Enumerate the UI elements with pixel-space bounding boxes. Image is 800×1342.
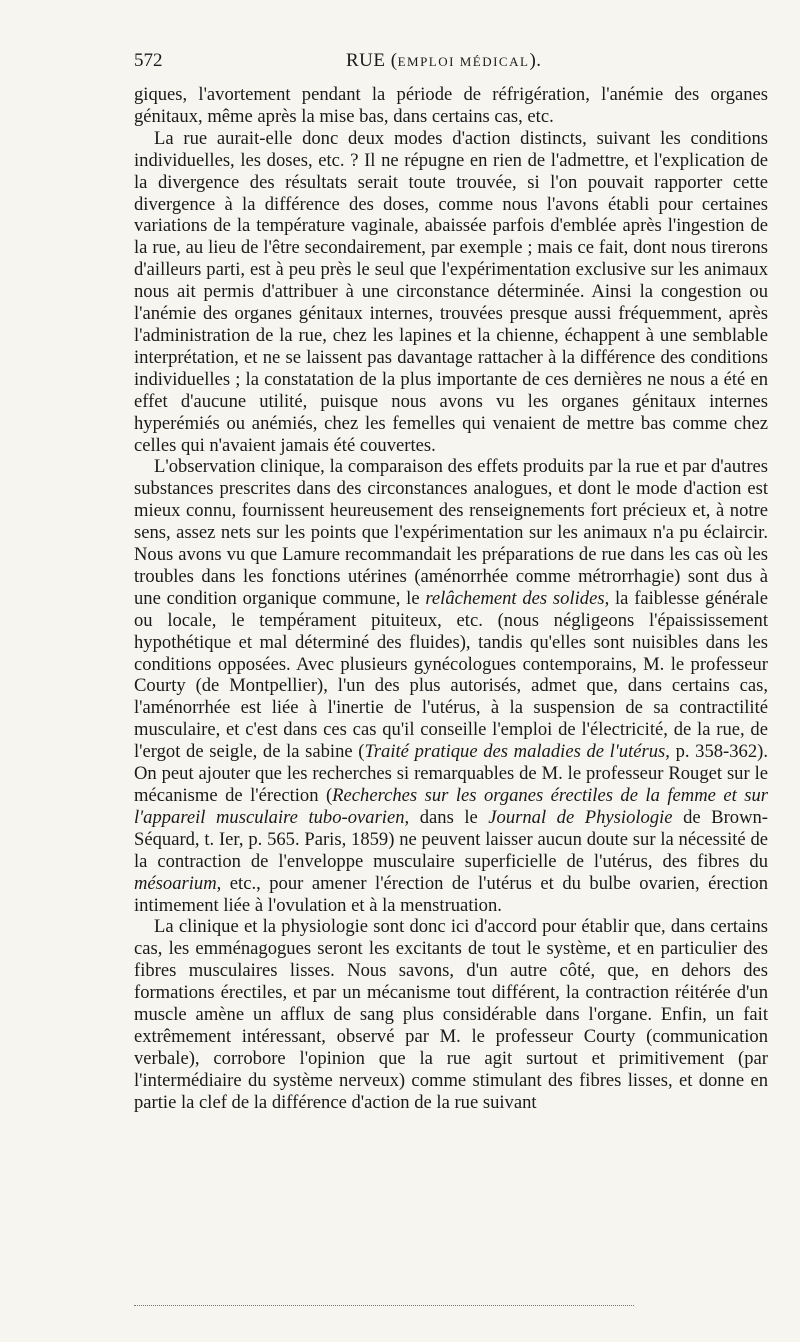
text-run: de Brown-Séquard, t. Ier, p. 565. Paris, 1859) ne peuvent laisser aucun doute sur la nécessité de la contraction de l'enveloppe musculaire superficielle de l'utérus, des fibres du: [134, 806, 768, 872]
running-head-small-caps: EMPLOI MÉDICAL: [397, 54, 530, 69]
paragraph: [134, 456, 768, 916]
italic-term: relâchement des solides: [425, 587, 605, 609]
footer-dotted-rule: [134, 1305, 634, 1306]
paragraph: La clinique et la physiologie sont donc ici d'accord pour établir que, dans certains cas, les emménagogues seront les excitants de tout le système, et en particulier des fibres musculaires lisses. Nous savons, d'un autre côté, que, en dehors des formations érectiles, et par un mécanisme tout différent, la contraction réitérée d'un muscle amène un afflux de sang plus considérable dans l'organe. Enfin, un fait extrêmement intéressant, observé par M. le professeur Courty (communication verbale), corrobore l'opinion que la rue agit surtout et primitivement (par l'intermédiaire du système nerveux) comme stimulant des fibres lisses, et donne en partie la clef de la différence d'action de la rue suivant: [134, 916, 768, 1113]
text-run: , p. 358-362). On peut ajouter que les recherches si remarquables de M. le professeur Rouget sur le mécanisme de l'érection (: [134, 741, 768, 806]
text-run: , dans le: [404, 806, 489, 828]
body-text: [134, 84, 768, 1114]
text-run: L'observation clinique, la comparaison des effets produits par la rue et par d'autres substances prescrites dans des circonstances analogues, et dont le mode d'action est mieux connu, fournissent heureusement des renseignements fort précieux et, à notre sens, assez nets sur les points que l'expérimentation sur les animaux n'a pu éclaircir. Nous avons vu que Lamure recommandait les préparations de rue dans les cas où les troubles dans les fonctions utérines (aménorrhée comme métrorrhagie) sont dus à une condition organique commune, le: [134, 456, 768, 609]
running-head-main: RUE (: [346, 50, 398, 71]
running-head: [346, 50, 542, 72]
italic-term: mésoarium: [134, 872, 217, 894]
italic-citation: Recherches sur les organes érectiles de la femme et sur l'appareil musculaire tubo-ovarien: [134, 785, 769, 828]
book-page: [134, 44, 768, 1114]
running-head-end: ).: [529, 50, 542, 71]
italic-citation: Traité pratique des maladies de l'utérus: [364, 741, 666, 763]
paragraph: La rue aurait-elle donc deux modes d'action distincts, suivant les conditions individuelles, les doses, etc. ? Il ne répugne en rien de l'admettre, et l'explication de la divergence des résultats serait toute trouvée, si l'on pouvait rapporter cette divergence à la différence des doses, comme nous l'avons établi pour certaines variations de la température vaginale, abaissée parfois d'emblée après l'ingestion de la rue, au lieu de l'être secondairement, par exemple ; mais ce fait, dont nous tirerons d'ailleurs parti, est à peu près le seul que l'expérimentation exclusive sur les animaux nous ait permis d'attribuer à une circonstance déterminée. Ainsi la congestion ou l'anémie des organes génitaux internes, trouvées presque aussi fréquemment, après l'administration de la rue, chez les lapines et la chienne, échappent à une semblable interprétation, et ne se laissent pas davantage rattacher à la différence des conditions individuelles ; la constatation de la plus importante de ces dernières ne nous a été en effet d'aucune utilité, puisque nous avons vu les organes génitaux internes hyperémiés ou anémiés, chez les femelles qui venaient de mettre bas comme chez celles qui n'avaient jamais été couvertes.: [134, 127, 768, 456]
paragraph-continued: giques, l'avortement pendant la période de réfrigération, l'anémie des organes génitaux, même après la mise bas, dans certains cas, etc.: [134, 84, 768, 127]
page-header: [134, 44, 768, 84]
italic-citation: Journal de Physiologie: [488, 806, 673, 828]
text-run: , etc., pour amener l'érection de l'utérus et du bulbe ovarien, érection intimement liée à l'ovulation et à la menstruation.: [134, 872, 768, 916]
page-number: 572: [134, 50, 163, 71]
text-run: , la faiblesse générale ou locale, le tempérament pituiteux, etc. (nous négligeons l'épaississement hypothétique et mal déterminé des fluides), tandis qu'elles sont nuisibles dans les conditions opposées. Avec plusieurs gynécologues contemporains, M. le professeur Courty (de Montpellier), l'un des plus autorisés, admet que, dans certains cas, l'aménorrhée est liée à l'inertie de l'utérus, à la suspension de sa contractilité musculaire, et c'est dans ces cas qu'il conseille l'emploi de l'électricité, de la rue, de l'ergot de seigle, de la sabine (: [134, 587, 768, 763]
